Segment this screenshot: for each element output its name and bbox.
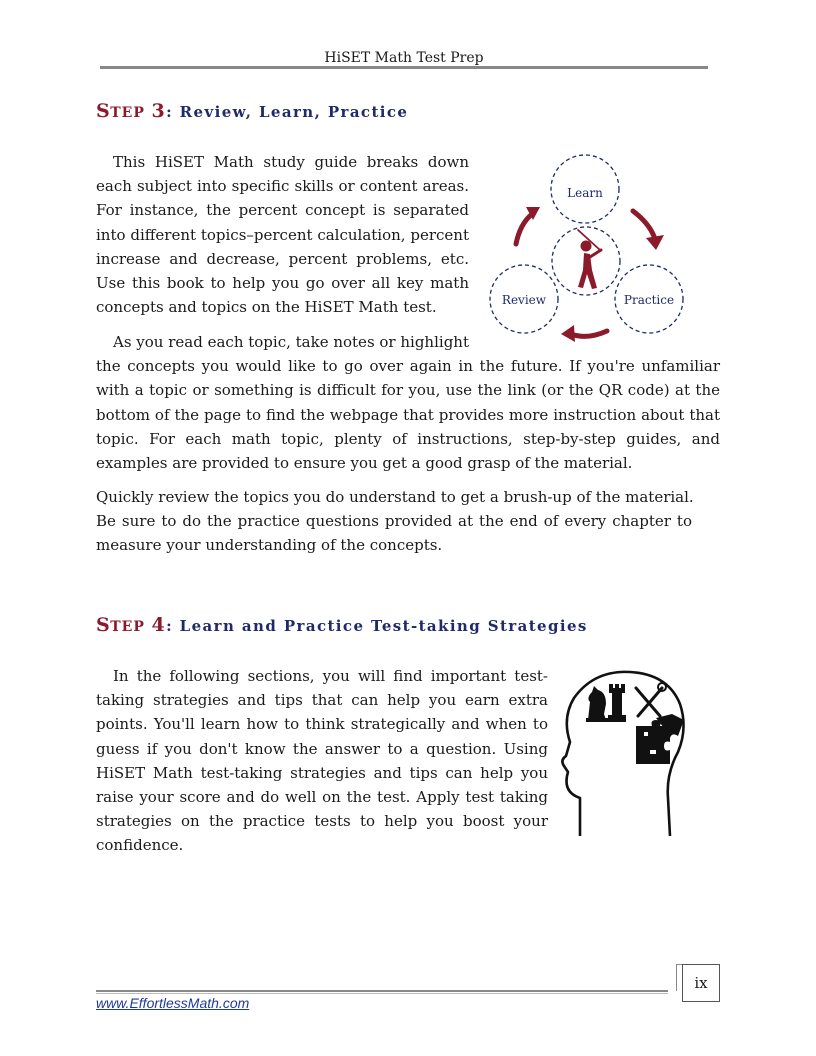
step3-heading <box>96 100 408 122</box>
running-header: HiSET Math Test Prep <box>324 50 484 66</box>
step4-paragraph: In the following sections, you will find important test-taking strategies and tips that can help you earn extra points. You'll learn how to think strategically and when to guess if you don't know the answer to a question. Using HiSET Math test-taking strategies and tips can help you raise your score and do well on the test. Apply test taking strategies on the practice tests to help you boost your confidence. <box>96 667 548 855</box>
cycle-arrow-review-to-learn <box>516 207 540 244</box>
review-label: Review <box>501 293 547 307</box>
learn-label: Learn <box>567 186 603 200</box>
step3-paragraph-3-block <box>96 485 720 558</box>
step3-heading-text: : Review, Learn, Practice <box>166 103 409 121</box>
golfer-icon <box>578 230 601 289</box>
review-learn-practice-cycle-diagram <box>486 154 686 344</box>
cycle-arrow-learn-to-practice <box>633 211 664 250</box>
step3-heading-number: 3 <box>151 100 167 122</box>
step4-heading-text: : Learn and Practice Test-taking Strategies <box>166 617 588 635</box>
step4-heading-cap: S <box>96 614 111 636</box>
step3-paragraph-2-line1: As you read each topic, take notes or highlight <box>113 333 469 351</box>
footer-rule <box>96 990 668 992</box>
step3-paragraph-3-line1: Quickly review the topics you do understand to get a brush-up of the material. <box>96 488 694 506</box>
step4-paragraph-block <box>96 664 548 858</box>
chess-pieces-icon <box>586 684 626 722</box>
page-number: ix <box>682 964 720 1002</box>
website-link[interactable]: www.EffortlessMath.com <box>96 995 250 1011</box>
step4-heading <box>96 614 588 636</box>
header-rule <box>100 66 708 69</box>
step4-heading-smallcaps: TEP <box>110 619 145 635</box>
step3-paragraph-1: This HiSET Math study guide breaks down each subject into specific skills or content areas. For instance, the percent concept is separated into different topics–percent calculation, percent increase and decrease, percent problems, etc. Use this book to help you go over all key math concepts and topics on the HiSET Math test. <box>96 153 469 317</box>
step3-heading-smallcaps: TEP <box>110 105 145 121</box>
step4-heading-number: 4 <box>151 614 167 636</box>
practice-label: Practice <box>623 293 675 307</box>
step3-paragraph-3-line2: Be sure to do the practice questions provided at the end of every chapter to measure your understanding of the concepts. <box>96 512 692 555</box>
tools-icon <box>636 683 666 716</box>
step3-paragraph-2-block <box>96 330 720 475</box>
step3-paragraph-2-rest: the concepts you would like to go over again in the future. If you're unfamiliar with a topic or something is difficult for you, use the link (or the QR code) at the bottom of the page to find the webpage that provides more instruction about that topic. For each math topic, plenty of instructions, step-by-step guides, and examples are provided to ensure you get a good grasp of the material. <box>96 357 720 473</box>
strategy-head-illustration <box>560 668 690 840</box>
footer-rule-thin <box>96 993 668 994</box>
step3-paragraph-1-block <box>96 150 469 319</box>
step3-heading-cap: S <box>96 100 111 122</box>
